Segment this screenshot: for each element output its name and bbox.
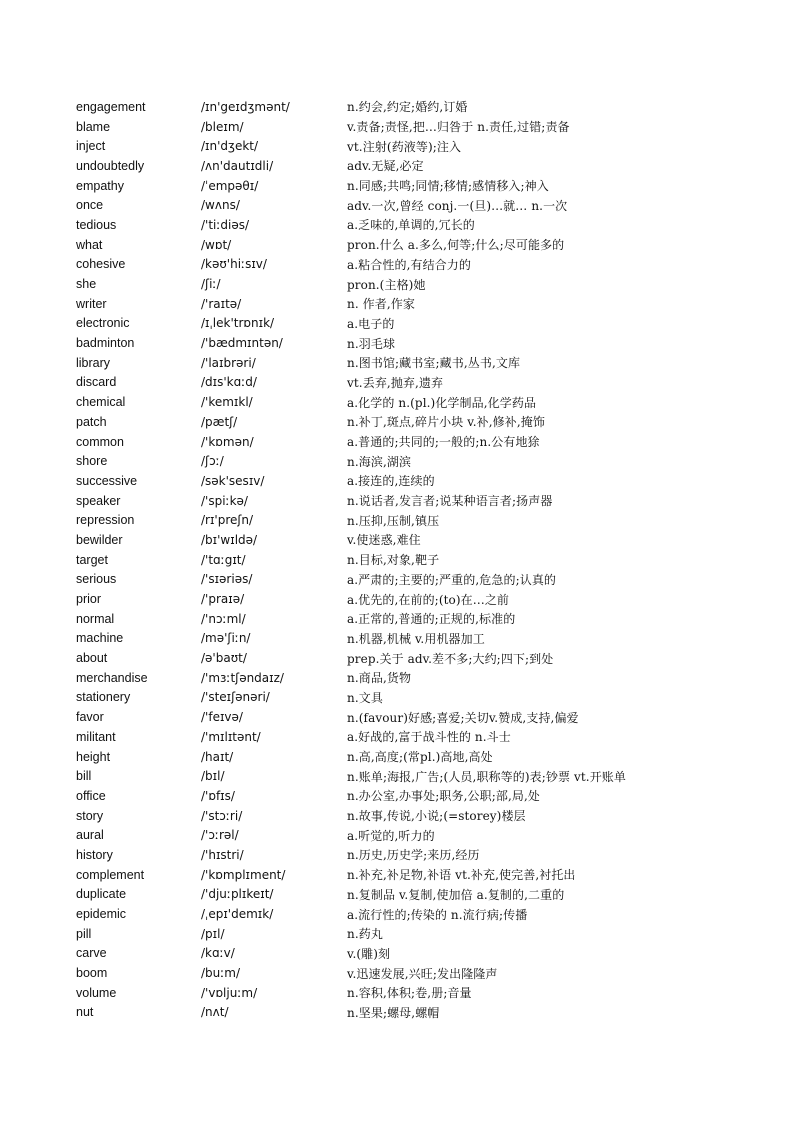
vocab-definition: n.办公室,办事处;职务,公职;部,局,处 — [347, 789, 540, 804]
vocab-row — [76, 412, 776, 432]
vocab-definition: vt.丢弃,抛弃,遗弃 — [347, 375, 444, 390]
vocab-definition: v.迅速发展,兴旺;发出隆隆声 — [347, 966, 498, 981]
vocab-phonetic: /'nɔːml/ — [201, 611, 246, 626]
vocab-phonetic: /wʌns/ — [201, 198, 240, 213]
vocab-row — [76, 274, 776, 294]
vocab-word: story — [76, 808, 104, 823]
vocab-definition: n.商品,货物 — [347, 671, 412, 686]
vocab-word: duplicate — [76, 887, 127, 902]
vocab-definition: a.电子的 — [347, 316, 395, 331]
vocab-word: she — [76, 277, 97, 292]
vocab-row — [76, 215, 776, 235]
vocab-phonetic: /ˈempəθɪ/ — [201, 178, 259, 193]
vocab-word: office — [76, 788, 106, 803]
vocab-word: volume — [76, 985, 117, 1000]
vocab-row — [76, 589, 776, 609]
vocab-phonetic: /'ɔːrəl/ — [201, 828, 239, 843]
vocab-phonetic: /bɪl/ — [201, 769, 225, 784]
vocab-phonetic: /'tɑːgɪt/ — [201, 552, 246, 567]
vocab-phonetic: /'vɒljuːm/ — [201, 985, 258, 1000]
vocab-word: chemical — [76, 395, 126, 410]
vocab-definition: a.化学的 n.(pl.)化学制品,化学药品 — [347, 395, 537, 410]
vocab-definition: n.压抑,压制,镇压 — [347, 513, 440, 528]
vocab-phonetic: /bleɪm/ — [201, 119, 244, 134]
vocab-row — [76, 609, 776, 629]
vocab-definition: n. 作者,作家 — [347, 297, 415, 312]
vocab-word: common — [76, 434, 124, 449]
vocab-definition: adv.无疑,必定 — [347, 159, 424, 174]
vocab-phonetic: /ʃɔː/ — [201, 454, 224, 469]
vocab-word: discard — [76, 375, 117, 390]
vocab-phonetic: /'djuːplɪkeɪt/ — [201, 887, 274, 902]
vocab-definition: n.账单;海报,广告;(人员,职称等的)表;钞票 vt.开账单 — [347, 769, 626, 784]
vocab-row — [76, 333, 776, 353]
vocab-phonetic: /'stɔːri/ — [201, 808, 243, 823]
vocab-phonetic: /'steɪʃənəri/ — [201, 690, 270, 705]
vocab-definition: pron.什么 a.多么,何等;什么;尽可能多的 — [347, 238, 565, 253]
vocab-definition: n.说话者,发言者;说某种语言者;扬声器 — [347, 494, 553, 509]
vocab-phonetic: /dɪs'kɑːd/ — [201, 375, 257, 390]
vocab-definition: v.使迷惑,难住 — [347, 533, 421, 548]
vocabulary-list — [76, 97, 776, 1022]
vocab-phonetic: /'raɪtə/ — [201, 296, 242, 311]
vocab-phonetic: /ɪn'geɪdʒmənt/ — [201, 99, 290, 114]
vocab-word: library — [76, 355, 111, 370]
vocab-definition: n.图书馆;藏书室;藏书,丛书,文库 — [347, 356, 521, 371]
vocab-word: normal — [76, 611, 115, 626]
vocab-definition: n.文具 — [347, 690, 383, 705]
vocab-word: machine — [76, 631, 124, 646]
vocab-row — [76, 786, 776, 806]
vocab-word: epidemic — [76, 907, 127, 922]
vocab-definition: a.流行性的;传染的 n.流行病;传播 — [347, 907, 528, 922]
vocab-row — [76, 885, 776, 905]
vocab-phonetic: /'mɜːtʃəndaɪz/ — [201, 670, 284, 685]
vocab-word: bewilder — [76, 532, 123, 547]
vocab-phonetic: /'praɪə/ — [201, 592, 245, 607]
vocab-definition: v.(雕)刻 — [347, 946, 391, 961]
vocab-word: writer — [76, 296, 107, 311]
vocab-definition: n.容积,体积;卷,册;音量 — [347, 986, 472, 1001]
vocab-row — [76, 117, 776, 137]
vocab-row — [76, 530, 776, 550]
vocab-row — [76, 1003, 776, 1023]
vocab-row — [76, 707, 776, 727]
vocab-definition: n.历史,历史学;来历,经历 — [347, 848, 480, 863]
vocab-row — [76, 195, 776, 215]
vocab-row — [76, 924, 776, 944]
vocab-row — [76, 727, 776, 747]
vocab-definition: prep.关于 adv.差不多;大约;四下;到处 — [347, 651, 554, 666]
vocab-word: blame — [76, 119, 111, 134]
vocab-row — [76, 747, 776, 767]
vocab-definition: n.补充,补足物,补语 vt.补充,使完善,衬托出 — [347, 868, 576, 883]
vocab-row — [76, 944, 776, 964]
vocab-phonetic: /'kɒmən/ — [201, 434, 254, 449]
vocab-row — [76, 570, 776, 590]
vocab-row — [76, 550, 776, 570]
vocab-word: inject — [76, 139, 106, 154]
vocab-definition: n.复制品 v.复制,使加倍 a.复制的,二重的 — [347, 887, 565, 902]
vocab-row — [76, 294, 776, 314]
vocab-definition: a.好战的,富于战斗性的 n.斗士 — [347, 730, 511, 745]
vocab-word: electronic — [76, 316, 130, 331]
vocab-row — [76, 825, 776, 845]
vocab-row — [76, 491, 776, 511]
vocab-phonetic: /'tiːdiəs/ — [201, 217, 250, 232]
vocab-word: patch — [76, 414, 107, 429]
vocab-row — [76, 865, 776, 885]
vocab-phonetic: /'kɒmplɪment/ — [201, 867, 286, 882]
vocab-phonetic: /pætʃ/ — [201, 414, 238, 429]
vocab-phonetic: /'laɪbrəri/ — [201, 355, 256, 370]
vocab-definition: a.听觉的,听力的 — [347, 828, 435, 843]
vocab-row — [76, 392, 776, 412]
vocab-word: stationery — [76, 690, 131, 705]
vocab-word: bill — [76, 769, 92, 784]
vocab-row — [76, 176, 776, 196]
vocab-word: tedious — [76, 217, 117, 232]
vocab-word: undoubtedly — [76, 158, 145, 173]
vocab-phonetic: /bɪ'wɪldə/ — [201, 532, 258, 547]
vocab-word: speaker — [76, 493, 121, 508]
vocab-phonetic: /'feɪvə/ — [201, 710, 243, 725]
vocab-phonetic: /ɪn'dʒekt/ — [201, 139, 259, 154]
vocab-phonetic: /'ɒfɪs/ — [201, 788, 235, 803]
vocab-definition: n.同感;共鸣;同情;移情;感情移入;神入 — [347, 179, 549, 194]
vocab-row — [76, 97, 776, 117]
vocab-phonetic: /buːm/ — [201, 966, 241, 981]
vocab-definition: pron.(主格)她 — [347, 277, 426, 292]
vocab-row — [76, 471, 776, 491]
vocab-row — [76, 845, 776, 865]
vocab-phonetic: /mə'ʃiːn/ — [201, 631, 251, 646]
vocab-word: pill — [76, 926, 92, 941]
vocab-definition: a.粘合性的,有结合力的 — [347, 257, 471, 272]
vocab-phonetic: /nʌt/ — [201, 1005, 229, 1020]
vocab-phonetic: /ʃiː/ — [201, 277, 221, 292]
vocab-definition: n.约会,约定;婚约,订婚 — [347, 100, 468, 115]
vocab-phonetic: /kɑːv/ — [201, 946, 235, 961]
vocab-phonetic: /ˌepɪ'demɪk/ — [201, 907, 274, 922]
vocab-definition: a.优先的,在前的;(to)在…之前 — [347, 592, 510, 607]
vocab-row — [76, 373, 776, 393]
vocab-definition: a.乏味的,单调的,冗长的 — [347, 218, 475, 233]
vocab-row — [76, 688, 776, 708]
vocab-row — [76, 648, 776, 668]
vocab-word: shore — [76, 454, 108, 469]
vocab-row — [76, 432, 776, 452]
vocab-phonetic: /ə'baʊt/ — [201, 651, 247, 666]
vocab-word: what — [76, 237, 103, 252]
vocab-word: target — [76, 552, 108, 567]
vocab-word: about — [76, 651, 108, 666]
vocab-row — [76, 629, 776, 649]
vocab-word: serious — [76, 572, 117, 587]
vocab-word: engagement — [76, 99, 146, 114]
vocab-phonetic: /'hɪstri/ — [201, 847, 244, 862]
vocab-phonetic: /'kemɪkl/ — [201, 395, 253, 410]
vocab-phonetic: /kəʊ'hiːsɪv/ — [201, 257, 267, 272]
vocab-row — [76, 668, 776, 688]
vocab-word: once — [76, 198, 104, 213]
vocab-row — [76, 806, 776, 826]
vocab-phonetic: /'spiːkə/ — [201, 493, 248, 508]
vocab-phonetic: /'bædmɪntən/ — [201, 336, 283, 351]
vocab-definition: n.药丸 — [347, 927, 383, 942]
vocab-word: prior — [76, 592, 102, 607]
vocab-word: successive — [76, 473, 138, 488]
vocab-row — [76, 136, 776, 156]
vocab-definition: a.严肃的;主要的;严重的,危急的;认真的 — [347, 572, 557, 587]
vocab-phonetic: /sək'sesɪv/ — [201, 473, 265, 488]
vocab-phonetic: /wɒt/ — [201, 237, 232, 252]
vocab-word: badminton — [76, 336, 135, 351]
vocab-row — [76, 510, 776, 530]
vocab-row — [76, 983, 776, 1003]
vocab-definition: n.机器,机械 v.用机器加工 — [347, 631, 485, 646]
vocab-row — [76, 156, 776, 176]
vocab-definition: a.接连的,连续的 — [347, 474, 435, 489]
vocab-phonetic: /pɪl/ — [201, 926, 225, 941]
vocab-word: repression — [76, 513, 135, 528]
vocab-row — [76, 904, 776, 924]
vocab-phonetic: /ʌn'dautɪdli/ — [201, 158, 274, 173]
vocab-definition: vt.注射(药液等);注入 — [347, 139, 462, 154]
vocab-row — [76, 235, 776, 255]
vocab-word: favor — [76, 710, 104, 725]
vocab-word: history — [76, 847, 113, 862]
vocab-word: boom — [76, 966, 108, 981]
vocab-definition: n.高,高度;(常pl.)高地,高处 — [347, 750, 493, 765]
vocab-row — [76, 451, 776, 471]
vocab-phonetic: /ɪˌlek'trɒnɪk/ — [201, 316, 275, 331]
vocab-word: complement — [76, 867, 145, 882]
vocab-word: height — [76, 749, 111, 764]
vocab-definition: n.坚果;螺母,螺帽 — [347, 1005, 440, 1020]
vocab-word: empathy — [76, 178, 124, 193]
vocab-word: nut — [76, 1005, 94, 1020]
vocab-row — [76, 255, 776, 275]
vocab-word: merchandise — [76, 670, 148, 685]
vocab-row — [76, 353, 776, 373]
vocab-phonetic: /rɪ'preʃn/ — [201, 513, 254, 528]
vocab-definition: a.正常的,普通的;正规的,标准的 — [347, 612, 516, 627]
vocab-phonetic: /haɪt/ — [201, 749, 234, 764]
vocab-definition: n.目标,对象,靶子 — [347, 553, 440, 568]
vocab-definition: a.普通的;共同的;一般的;n.公有地狳 — [347, 435, 540, 450]
vocab-definition: n.海滨,湖滨 — [347, 454, 412, 469]
vocab-definition: adv.一次,曾经 conj.一(旦)…就… n.一次 — [347, 198, 568, 213]
vocab-definition: n.故事,传说,小说;(=storey)楼层 — [347, 809, 526, 824]
vocab-word: carve — [76, 946, 107, 961]
vocab-word: cohesive — [76, 257, 126, 272]
vocab-phonetic: /'mɪlɪtənt/ — [201, 729, 261, 744]
vocab-row — [76, 314, 776, 334]
vocab-row — [76, 766, 776, 786]
vocab-row — [76, 963, 776, 983]
vocab-definition: v.责备;责怪,把…归咎于 n.责任,过错;责备 — [347, 120, 570, 135]
vocab-word: aural — [76, 828, 104, 843]
vocab-definition: n.羽毛球 — [347, 336, 396, 351]
vocab-definition: n.补丁,斑点,碎片小块 v.补,修补,掩饰 — [347, 415, 545, 430]
vocab-phonetic: /'sɪəriəs/ — [201, 572, 253, 587]
vocab-word: militant — [76, 729, 116, 744]
vocab-definition: n.(favour)好感;喜爱;关切v.赞成,支持,偏爱 — [347, 710, 579, 725]
